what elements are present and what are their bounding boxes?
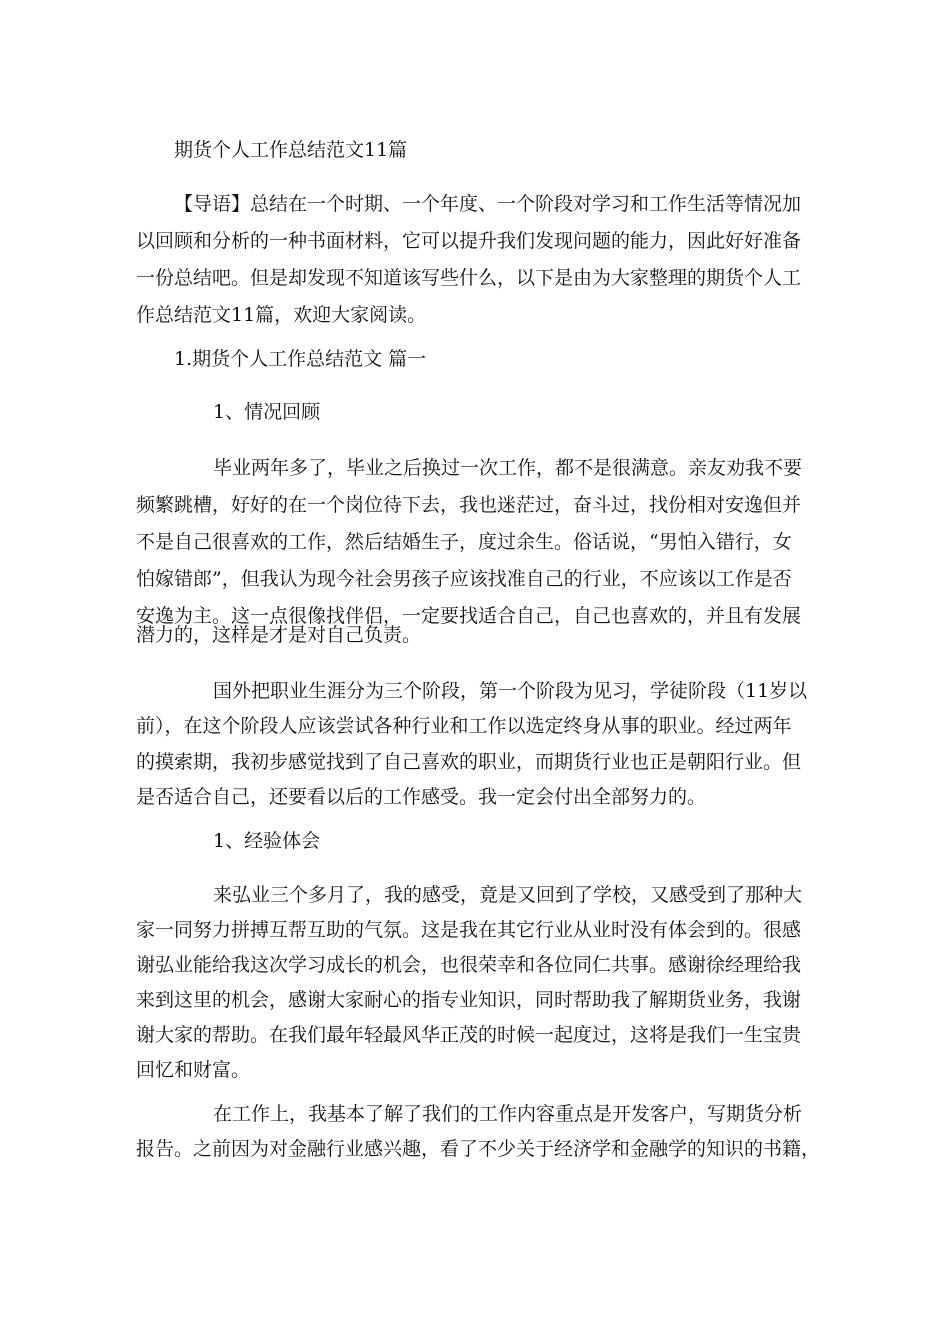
- para-1-line-1: 毕业两年多了，毕业之后换过一次工作，都不是很满意。亲友劝我不要: [213, 457, 803, 479]
- para-2-line-4: 是否适合自己，还要看以后的工作感受。我一定会付出全部努力的。: [136, 786, 707, 808]
- para-2-line-1: 国外把职业生涯分为三个阶段，第一个阶段为见习，学徒阶段（11岁以: [213, 680, 808, 702]
- para-4-line-2: 报告。之前因为对金融行业感兴趣，看了不少关于经济学和金融学的知识的书籍，: [136, 1138, 821, 1160]
- intro-line-4: 作总结范文11篇，欢迎大家阅读。: [136, 304, 427, 326]
- para-2-line-2: 前），在这个阶段人应该尝试各种行业和工作以选定终身从事的职业。经过两年: [136, 715, 792, 737]
- subheading-situation-review: 1、情况回顾: [213, 401, 321, 423]
- para-2-line-3: 的摸索期，我初步感觉找到了自己喜欢的职业，而期货行业也正是朝阳行业。但: [136, 751, 802, 773]
- section-heading: 1.期货个人工作总结范文 篇一: [174, 348, 427, 370]
- intro-line-2: 以回顾和分析的一种书面材料，它可以提升我们发现问题的能力，因此好好准备: [136, 230, 802, 252]
- para-3-line-3: 谢弘业能给我这次学习成长的机会，也很荣幸和各位同仁共事。感谢徐经理给我: [136, 954, 802, 976]
- para-3-line-6: 回忆和财富。: [136, 1059, 251, 1081]
- document-title: 期货个人工作总结范文11篇: [174, 139, 408, 161]
- para-3-line-1: 来弘业三个多月了，我的感受，竟是又回到了学校，又感受到了那种大: [213, 884, 803, 906]
- para-1-line-2: 频繁跳槽，好好的在一个岗位待下去，我也迷茫过，奋斗过，找份相对安逸但并: [136, 494, 802, 516]
- subheading-experience: 1、经验体会: [213, 830, 321, 852]
- para-1-line-4: 怕嫁错郎”，但我认为现今社会男孩子应该找准自己的行业，不应该以工作是否: [136, 568, 792, 590]
- para-4-line-1: 在工作上，我基本了解了我们的工作内容重点是开发客户，写期货分析: [213, 1103, 803, 1125]
- intro-line-3: 一份总结吧。但是却发现不知道该写些什么，以下是由为大家整理的期货个人工: [136, 267, 802, 289]
- para-3-line-5: 谢大家的帮助。在我们最年轻最风华正茂的时候一起度过，这将是我们一生宝贵: [136, 1024, 802, 1046]
- para-3-line-2: 家一同努力拼搏互帮互助的气氛。这是我在其它行业从业时没有体会到的。很感: [136, 919, 802, 941]
- para-3-line-4: 来到这里的机会，感谢大家耐心的指专业知识，同时帮助我了解期货业务，我谢: [136, 989, 802, 1011]
- intro-line-1: 【导语】总结在一个时期、一个年度、一个阶段对学习和工作生活等情况加: [174, 193, 802, 215]
- para-1-line-5: 安逸为主。这一点很像找伴侣，一定要找适合自己，自己也喜欢的，并且有发展: [136, 605, 802, 627]
- para-1-line-3: 不是自己很喜欢的工作，然后结婚生子，度过余生。俗话说，“男怕入错行，女: [136, 531, 792, 553]
- para-1-line-6: 潜力的，这样是才是对自己负责。: [136, 624, 422, 646]
